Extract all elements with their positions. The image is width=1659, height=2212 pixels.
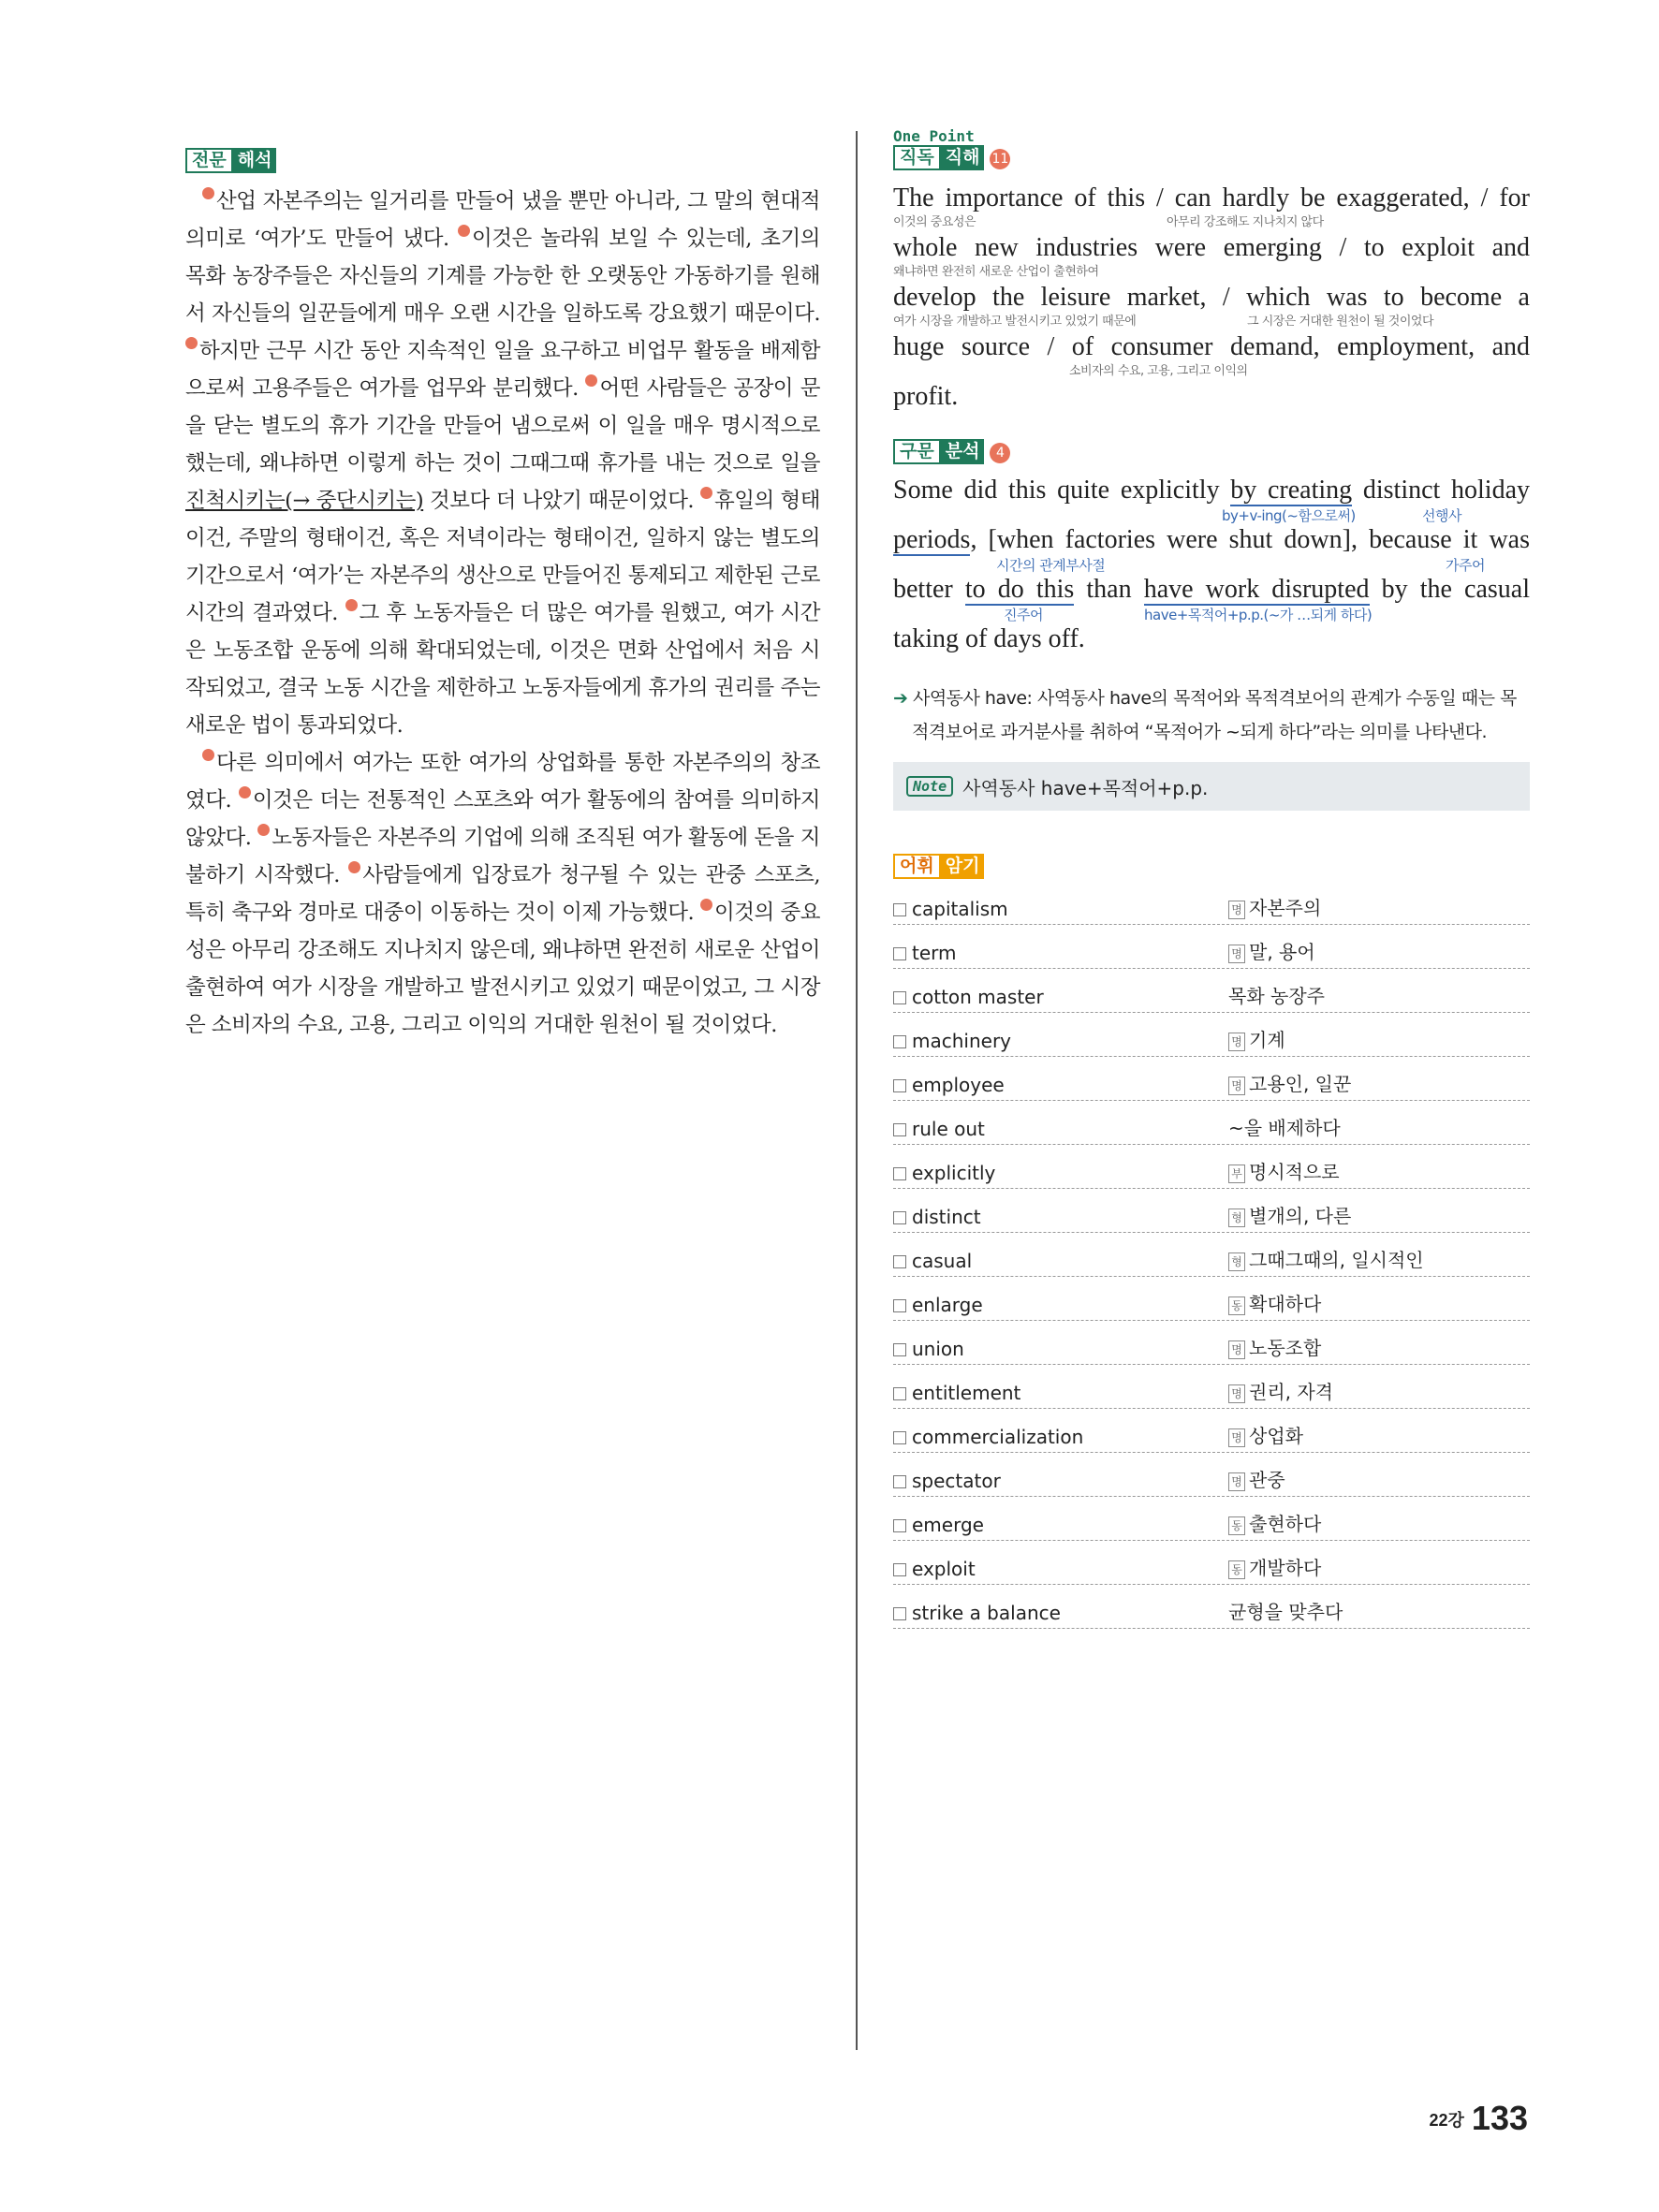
underlined-phrase: have work disrupted <box>1143 575 1370 604</box>
paragraph-2 <box>185 744 820 1044</box>
vocab-word: spectator <box>893 1470 1228 1492</box>
vocab-row <box>893 925 1530 969</box>
structure-header <box>893 439 1530 464</box>
vocab-meaning <box>1228 981 1325 1008</box>
direct-reading-text <box>893 183 1530 432</box>
underlined-phrase: 진척시키는(→ 중단시키는) <box>185 489 424 513</box>
gloss: 이것의 중요성은 <box>893 215 976 229</box>
part-of-speech-badge: 명 <box>1228 1384 1245 1403</box>
sentence-marker-icon <box>585 374 597 387</box>
vocab-meaning <box>1228 1201 1351 1228</box>
structure-line <box>893 525 1530 575</box>
vocab-meaning <box>1228 1509 1321 1536</box>
sentence-marker-icon <box>239 786 251 798</box>
vocab-word: emerge <box>893 1514 1228 1536</box>
reading-line <box>893 233 1530 283</box>
vocab-meaning <box>1228 1289 1321 1316</box>
vocab-row <box>893 1409 1530 1453</box>
tag-part-1: 전문 <box>185 148 233 173</box>
vocab-word: exploit <box>893 1558 1228 1580</box>
tag-part-1: 구문 <box>893 439 941 464</box>
meaning-text: 기계 <box>1249 1029 1285 1051</box>
vocab-word: rule out <box>893 1118 1228 1140</box>
reading-line <box>893 332 1530 382</box>
meaning-text: 출현하다 <box>1249 1513 1322 1535</box>
reading-line <box>893 183 1530 233</box>
part-of-speech-badge: 부 <box>1228 1165 1245 1183</box>
vocab-meaning <box>1228 1113 1341 1140</box>
structure-line <box>893 575 1530 624</box>
vocab-word: cotton master <box>893 986 1228 1008</box>
sentence: 다른 의미에서 여가는 또한 여가의 상업화를 통한 자본주의의 창조였다. <box>185 751 820 813</box>
grammar-note: 진주어 <box>1004 607 1043 623</box>
vocab-row <box>893 969 1530 1013</box>
structure-line <box>893 624 1530 674</box>
page-number: 133 <box>1471 2099 1528 2137</box>
sentence: 어떤 사람들은 공장이 문을 닫는 별도의 휴가 기간을 만들어 냄으로써 이 일을 매우 명시적으로 했는데, 왜냐하면 이렇게 하는 것이 그때그때 휴가를 내는 것으로 일을 <box>185 376 820 476</box>
vocab-row <box>893 881 1530 925</box>
vocab-row <box>893 1233 1530 1277</box>
part-of-speech-badge: 동 <box>1228 1296 1245 1315</box>
translation-column <box>185 148 820 1044</box>
arrow-icon: ➔ <box>893 688 908 709</box>
part-of-speech-badge: 형 <box>1228 1209 1245 1227</box>
meaning-text: 자본주의 <box>1249 897 1322 919</box>
sentence: 노동자들은 자본주의 기업에 의해 조직된 여가 활동에 돈을 지불하기 시작했다. <box>185 826 821 887</box>
tag-part-2: 분석 <box>941 439 985 464</box>
question-number-badge: 11 <box>990 149 1010 169</box>
sentence: 이것의 중요성은 아무리 강조해도 지나치지 않은데, 왜냐하면 완전히 새로운 산업이 출현하여 여가 시장을 개발하고 발전시키고 있었기 때문이었고, 그 시장은 소비자의 수요, 고용, 그리고 이익의 거대한 원천이 될 것이었다. <box>185 901 821 1037</box>
paragraph-1 <box>185 183 820 744</box>
meaning-text: 명시적으로 <box>1249 1161 1340 1183</box>
vocab-meaning <box>1228 1333 1321 1360</box>
vocab-row <box>893 1365 1530 1409</box>
reading-line <box>893 382 1530 432</box>
vocab-tag <box>893 854 984 879</box>
grammar-note: 선행사 <box>1422 507 1461 524</box>
grammar-note: by+v-ing(~함으로써) <box>1222 507 1356 524</box>
text: , [when factories were shut down], because it was <box>970 525 1530 554</box>
vocab-row <box>893 1497 1530 1541</box>
underlined-phrase: periods <box>893 525 971 554</box>
meaning-text: 상업화 <box>1249 1425 1303 1447</box>
sentence: 이것은 더는 전통적인 스포츠와 여가 활동에의 참여를 의미하지 않았다. <box>185 788 820 850</box>
gloss: 그 시장은 거대한 원천이 될 것이었다 <box>1247 315 1434 329</box>
english-line: develop the leisure market, / which was to become a <box>893 283 1530 312</box>
translation-text <box>185 183 820 1044</box>
sentence-marker-icon <box>345 599 358 611</box>
vocab-meaning <box>1228 1377 1333 1404</box>
part-of-speech-badge: 명 <box>1228 1472 1245 1491</box>
sentence-marker-icon <box>257 824 270 836</box>
part-of-speech-badge: 명 <box>1228 901 1245 919</box>
english-line: profit. <box>893 382 959 411</box>
direct-reading-tag <box>893 145 984 170</box>
meaning-text: 고용인, 일꾼 <box>1249 1073 1352 1095</box>
column-divider <box>856 131 858 2050</box>
gloss: 소비자의 수요, 고용, 그리고 이익의 <box>1069 364 1248 378</box>
text: by the casual <box>1369 575 1530 604</box>
sentence: 휴일의 형태이건, 주말의 형태이건, 혹은 저녁이라는 형태이건, 일하지 않는 별도의 기간으로서 ‘여가’는 자본주의 생산으로 만들어진 통제되고 제한된 근로 시간의 결과였다. <box>185 489 821 625</box>
structure-line <box>893 476 1530 525</box>
grammar-note: 가주어 <box>1446 557 1485 574</box>
vocab-meaning <box>1228 1465 1285 1492</box>
grammar-explanation <box>893 681 1530 749</box>
part-of-speech-badge: 명 <box>1228 945 1245 963</box>
vocab-meaning <box>1228 1157 1340 1184</box>
vocab-row <box>893 1013 1530 1057</box>
note-text: 사역동사 have+목적어+p.p. <box>962 776 1209 799</box>
sentence-marker-icon <box>348 861 360 873</box>
vocab-row <box>893 1321 1530 1365</box>
sentence: 산업 자본주의는 일거리를 만들어 냈을 뿐만 아니라, 그 말의 현대적 의미로 ‘여가’도 만들어 냈다. <box>185 189 820 251</box>
vocab-row <box>893 1145 1530 1189</box>
meaning-text: ~을 배제하다 <box>1228 1117 1341 1139</box>
underlined-phrase: to do this <box>964 575 1075 604</box>
sentence-marker-icon <box>202 749 214 761</box>
vocab-meaning <box>1228 1245 1424 1272</box>
grammar-note: have+목적어+p.p.(~가 …되게 하다) <box>1144 607 1373 623</box>
meaning-text: 권리, 자격 <box>1249 1381 1333 1403</box>
vocab-meaning <box>1228 937 1315 964</box>
sentence: 하지만 근무 시간 동안 지속적인 일을 요구하고 비업무 활동을 배제함으로써 고용주들은 여가를 업무와 분리했다. <box>185 339 820 401</box>
vocab-row <box>893 1541 1530 1585</box>
english-line: The importance of this / can hardly be exaggerated, / for <box>893 183 1530 212</box>
tag-part-2: 직해 <box>941 145 985 170</box>
vocab-meaning <box>1228 1025 1285 1052</box>
translation-tag <box>185 148 276 173</box>
meaning-text: 말, 용어 <box>1249 941 1315 963</box>
reading-line <box>893 283 1530 332</box>
vocab-word: entitlement <box>893 1382 1228 1404</box>
vocab-meaning <box>1228 1069 1351 1096</box>
sentence-marker-icon <box>458 225 470 237</box>
english-line: huge source / of consumer demand, employment, and <box>893 332 1530 361</box>
part-of-speech-badge: 명 <box>1228 1340 1245 1359</box>
text: taking of days off. <box>893 624 1085 653</box>
vocab-row <box>893 1189 1530 1233</box>
lesson-label: 22강 <box>1429 2111 1464 2130</box>
vocab-word: union <box>893 1338 1228 1360</box>
meaning-text: 목화 농장주 <box>1228 985 1325 1007</box>
sentence: 사람들에게 입장료가 청구될 수 있는 관중 스포츠, 특히 축구와 경마로 대중이 이동하는 것이 이제 가능했다. <box>185 863 820 925</box>
gloss: 왜냐하면 완전히 새로운 산업이 출현하여 <box>893 265 1099 279</box>
vocab-word: term <box>893 942 1228 964</box>
part-of-speech-badge: 동 <box>1228 1560 1245 1579</box>
text: than <box>1074 575 1144 604</box>
vocab-word: casual <box>893 1250 1228 1272</box>
vocab-word: employee <box>893 1074 1228 1096</box>
text: Some did this quite explicitly <box>893 476 1231 505</box>
meaning-text: 노동조합 <box>1249 1337 1322 1359</box>
part-of-speech-badge: 명 <box>1228 1428 1245 1447</box>
vocab-word: strike a balance <box>893 1602 1228 1624</box>
vocab-meaning <box>1228 1421 1303 1448</box>
page-footer <box>1430 2099 1529 2138</box>
meaning-text: 개발하다 <box>1249 1557 1322 1579</box>
vocab-meaning <box>1228 1553 1321 1580</box>
vocab-row <box>893 1057 1530 1101</box>
question-number-badge: 4 <box>990 443 1010 463</box>
gloss: 아무리 강조해도 지나치지 않다 <box>1167 215 1324 229</box>
sentence-marker-icon <box>185 337 198 349</box>
gloss: 여가 시장을 개발하고 발전시키고 있었기 때문에 <box>893 315 1137 329</box>
tag-part-1: 직독 <box>893 145 941 170</box>
sentence: 그 후 노동자들은 더 많은 여가를 원했고, 여가 시간은 노동조합 운동에 의해 확대되었는데, 이것은 면화 산업에서 처음 시작되었고, 결국 노동 시간을 제한하고 노동자들에게 휴가의 권리를 주는 새로운 법이 통과되었다. <box>185 601 820 738</box>
sentence: 것보다 더 나았기 때문이었다. <box>423 489 700 513</box>
part-of-speech-badge: 명 <box>1228 1033 1245 1051</box>
explanation-text: 사역동사 have: 사역동사 have의 목적어와 목적격보어의 관계가 수동일 때는 목적격보어로 과거분사를 취하여 “목적어가 ~되게 하다”라는 의미를 나타낸다. <box>912 688 1517 742</box>
text: distinct holiday <box>1352 476 1530 505</box>
meaning-text: 관중 <box>1249 1469 1285 1491</box>
meaning-text: 그때그때의, 일시적인 <box>1249 1249 1424 1271</box>
direct-reading-header <box>893 145 1530 170</box>
part-of-speech-badge: 명 <box>1228 1077 1245 1095</box>
tag-part-2: 해석 <box>233 148 277 173</box>
text: better <box>893 575 965 604</box>
analysis-column <box>893 127 1530 1629</box>
vocab-word: explicitly <box>893 1162 1228 1184</box>
structure-tag <box>893 439 984 464</box>
vocab-row <box>893 1585 1530 1629</box>
note-box <box>893 762 1530 811</box>
part-of-speech-badge: 형 <box>1228 1252 1245 1271</box>
grammar-note: 시간의 관계부사절 <box>996 557 1106 574</box>
vocab-word: distinct <box>893 1206 1228 1228</box>
sentence-marker-icon <box>202 187 214 199</box>
vocab-row <box>893 1101 1530 1145</box>
part-of-speech-badge: 동 <box>1228 1516 1245 1535</box>
vocab-row <box>893 1277 1530 1321</box>
tag-part-1: 어휘 <box>893 854 941 879</box>
meaning-text: 균형을 맞추다 <box>1228 1601 1343 1623</box>
meaning-text: 확대하다 <box>1249 1293 1322 1315</box>
sentence-marker-icon <box>700 487 712 499</box>
meaning-text: 별개의, 다른 <box>1249 1205 1352 1227</box>
vocab-header <box>893 854 1530 879</box>
underlined-phrase: by creating <box>1230 476 1353 505</box>
sentence-marker-icon <box>700 899 712 911</box>
vocab-meaning <box>1228 1597 1343 1624</box>
vocab-row <box>893 1453 1530 1497</box>
vocab-list <box>893 881 1530 1629</box>
vocab-word: commercialization <box>893 1426 1228 1448</box>
english-line: whole new industries were emerging / to exploit and <box>893 233 1530 262</box>
sentence: 이것은 놀라워 보일 수 있는데, 초기의 목화 농장주들은 자신들의 기계를 가능한 한 오랫동안 가동하기를 원해서 자신들의 일꾼들에게 매우 오랜 시간을 일하도록 강요했기 때문이다. <box>185 227 820 326</box>
tag-part-2: 암기 <box>941 854 985 879</box>
structure-text <box>893 476 1530 674</box>
vocab-word: machinery <box>893 1030 1228 1052</box>
vocab-word: enlarge <box>893 1294 1228 1316</box>
vocab-meaning <box>1228 893 1321 920</box>
note-badge: Note <box>906 776 953 797</box>
one-point-label: One Point <box>893 127 975 145</box>
vocab-word: capitalism <box>893 898 1228 920</box>
